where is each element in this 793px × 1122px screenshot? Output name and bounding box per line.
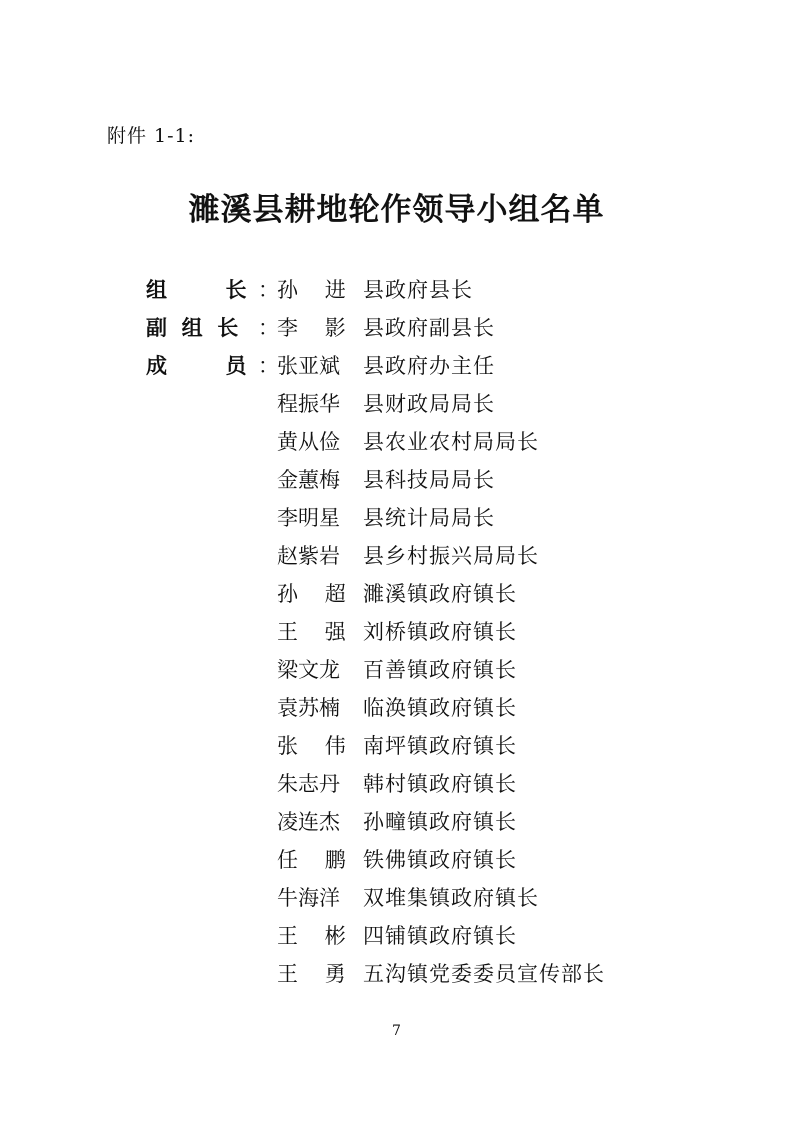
- page-number: 7: [392, 1023, 401, 1039]
- role-colon: ：: [258, 316, 279, 340]
- member-name: 孙 进: [277, 278, 346, 302]
- member-name: 李明星: [277, 506, 340, 530]
- member-name: 孙 超: [277, 582, 346, 606]
- member-row: [0, 423, 793, 461]
- member-name: 梁文龙: [277, 658, 340, 682]
- member-position: 韩村镇政府镇长: [363, 772, 517, 796]
- member-name: 黄从俭: [277, 430, 340, 454]
- role-colon: ：: [258, 354, 279, 378]
- member-role: 组 长: [146, 277, 247, 302]
- member-position: 濉溪镇政府镇长: [363, 582, 517, 606]
- member-position: 县政府县长: [363, 278, 473, 302]
- member-position: 刘桥镇政府镇长: [363, 620, 517, 644]
- document-title: 濉溪县耕地轮作领导小组名单: [188, 192, 605, 228]
- member-position: 南坪镇政府镇长: [363, 734, 517, 758]
- member-name: 袁苏楠: [277, 696, 340, 720]
- member-row: [0, 613, 793, 651]
- member-name: 王 彬: [277, 924, 346, 948]
- member-row: [0, 271, 793, 309]
- member-row: [0, 537, 793, 575]
- member-row: [0, 309, 793, 347]
- member-position: 县科技局局长: [363, 468, 495, 492]
- member-position: 县财政局局长: [363, 392, 495, 416]
- member-position: 四铺镇政府镇长: [363, 924, 517, 948]
- member-name: 程振华: [277, 392, 340, 416]
- member-row: [0, 727, 793, 765]
- member-row: [0, 955, 793, 993]
- member-row: [0, 879, 793, 917]
- member-row: [0, 575, 793, 613]
- member-position: 临涣镇政府镇长: [363, 696, 517, 720]
- member-name: 凌连杰: [277, 810, 340, 834]
- member-position: 铁佛镇政府镇长: [363, 848, 517, 872]
- member-row: [0, 841, 793, 879]
- member-position: 孙疃镇政府镇长: [363, 810, 517, 834]
- member-position: 百善镇政府镇长: [363, 658, 517, 682]
- member-row: [0, 803, 793, 841]
- member-name: 张 伟: [277, 734, 346, 758]
- member-name: 李 影: [277, 316, 346, 340]
- member-name: 王 勇: [277, 962, 346, 986]
- member-name: 牛海洋: [277, 886, 340, 910]
- member-row: [0, 347, 793, 385]
- member-position: 县政府办主任: [363, 354, 495, 378]
- member-name: 王 强: [277, 620, 346, 644]
- member-row: [0, 499, 793, 537]
- member-row: [0, 689, 793, 727]
- member-role: 副 组 长: [146, 315, 239, 340]
- member-position: 县农业农村局局长: [363, 430, 539, 454]
- member-row: [0, 385, 793, 423]
- member-position: 县乡村振兴局局长: [363, 544, 539, 568]
- member-position: 县政府副县长: [363, 316, 495, 340]
- member-name: 金蕙梅: [277, 468, 340, 492]
- member-name: 张亚斌: [277, 354, 340, 378]
- member-row: [0, 917, 793, 955]
- member-name: 朱志丹: [277, 772, 340, 796]
- role-colon: ：: [258, 278, 279, 302]
- member-position: 五沟镇党委委员宣传部长: [363, 962, 605, 986]
- member-position: 双堆集镇政府镇长: [363, 886, 539, 910]
- member-role: 成 员: [146, 353, 247, 378]
- attachment-label: 附件 1-1:: [107, 125, 196, 147]
- member-list: [0, 271, 793, 993]
- member-position: 县统计局局长: [363, 506, 495, 530]
- member-row: [0, 765, 793, 803]
- member-name: 任 鹏: [277, 848, 346, 872]
- member-name: 赵紫岩: [277, 544, 340, 568]
- member-row: [0, 651, 793, 689]
- member-row: [0, 461, 793, 499]
